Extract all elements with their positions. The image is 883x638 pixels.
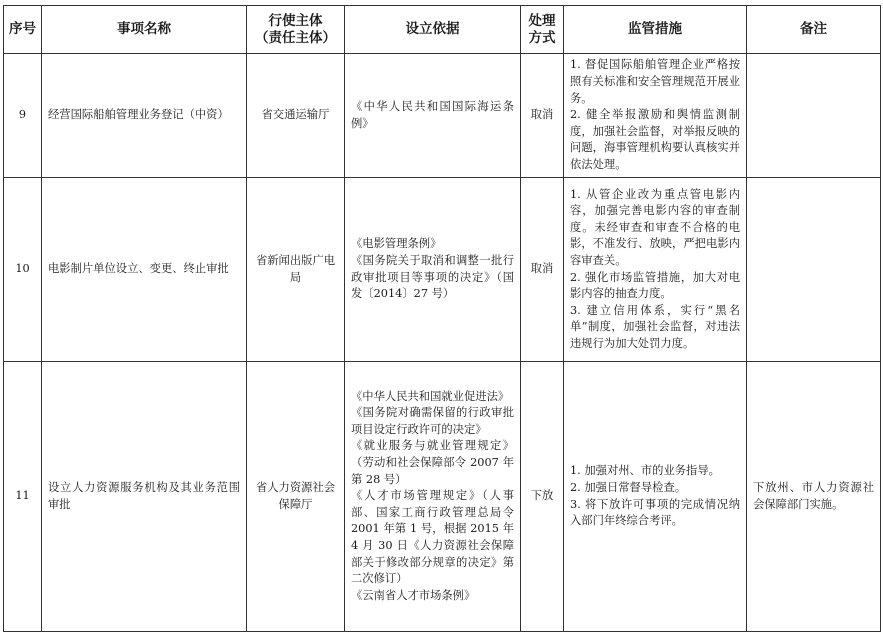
basis-entry: 《人才市场管理规定》（人事部、国家工商行政管理总局令 2001 年第 1 号，根据 2015 年 4 月 30 日《人力资源社会保障部关于修改部分规章的决定》第二次修订） [351, 489, 514, 586]
measure-entry: 2. 强化市场监管措施，加大对电影内容的抽查力度。 [570, 270, 740, 301]
header-item-name: 事项名称 [42, 6, 247, 54]
cell-subject: 省人力资源社会保障厅 [247, 362, 345, 632]
basis-entry: 《云南省人才市场条例》 [351, 588, 476, 602]
measure-entry: 2. 加强日常督导检查。 [570, 480, 687, 494]
basis-entry: 《中华人民共和国国际海运条例》 [351, 99, 514, 130]
header-measures: 监管措施 [564, 6, 747, 54]
measure-entry: 1. 督促国际船舶管理企业严格按照有关标准和安全管理规范开展业务。 [570, 58, 740, 105]
measure-entry: 3. 建立信用体系，实行“黑名单”制度，加强社会监督，对违法违规行为加大处罚力度。 [570, 303, 740, 350]
cell-measures [564, 178, 747, 362]
measure-entry: 1. 从管企业改为重点管电影内容，加强完善电影内容的审查制度。未经审查和审查不合格的电影，不准发行、放映，严把电影内容审查关。 [570, 187, 740, 267]
cell-subject: 省新闻出版广电局 [247, 178, 345, 362]
header-remarks: 备注 [747, 6, 881, 54]
table-row [4, 178, 881, 362]
basis-entry: 《中华人民共和国就业促进法》 [351, 389, 510, 403]
measure-entry: 2. 健全举报激励和舆情监测制度，加强社会监督，对举报反映的问题，海事管理机构要认真核实并依法处理。 [570, 108, 740, 171]
cell-seq: 9 [4, 54, 42, 178]
cell-measures [564, 362, 747, 632]
cell-measures [564, 54, 747, 178]
basis-entry: 《电影管理条例》 [351, 237, 442, 251]
table-row [4, 362, 881, 632]
header-subject-line1: 行使主体 [268, 12, 323, 29]
cell-seq: 11 [4, 362, 42, 632]
cell-remarks: 下放州、市人力资源社会保障部门实施。 [747, 362, 881, 632]
header-row [4, 6, 881, 54]
header-method [521, 6, 564, 54]
approval-items-table [3, 5, 881, 632]
cell-subject: 省交通运输厅 [247, 54, 345, 178]
cell-basis [345, 54, 521, 178]
cell-remarks [747, 54, 881, 178]
cell-item-name: 电影制片单位设立、变更、终止审批 [42, 178, 247, 362]
measure-entry: 3. 将下放许可事项的完成情况纳入部门年终综合考评。 [570, 497, 740, 528]
cell-method: 取消 [521, 54, 564, 178]
header-seq: 序号 [4, 6, 42, 54]
header-method-line1: 处理 [528, 12, 556, 29]
cell-seq: 10 [4, 178, 42, 362]
header-subject [247, 6, 345, 54]
cell-basis [345, 362, 521, 632]
header-subject-line2: （责任主体） [255, 29, 336, 46]
measure-entry: 1. 加强对州、市的业务指导。 [570, 464, 720, 478]
cell-method: 下放 [521, 362, 564, 632]
basis-entry: 《国务院对确需保留的行政审批项目设定行政许可的决定》 [351, 406, 514, 436]
cell-method: 取消 [521, 178, 564, 362]
header-method-line2: 方式 [528, 29, 556, 46]
cell-item-name: 经营国际船舶管理业务登记（中资） [42, 54, 247, 178]
cell-basis [345, 178, 521, 362]
cell-item-name: 设立人力资源服务机构及其业务范围审批 [42, 362, 247, 632]
cell-remarks [747, 178, 881, 362]
basis-entry: 《就业服务与就业管理规定》（劳动和社会保障部令 2007 年第 28 号） [351, 439, 514, 486]
table-row [4, 54, 881, 178]
basis-entry: 《国务院关于取消和调整一批行政审批项目等事项的决定》（国发〔2014〕27 号） [351, 253, 514, 301]
header-basis: 设立依据 [345, 6, 521, 54]
